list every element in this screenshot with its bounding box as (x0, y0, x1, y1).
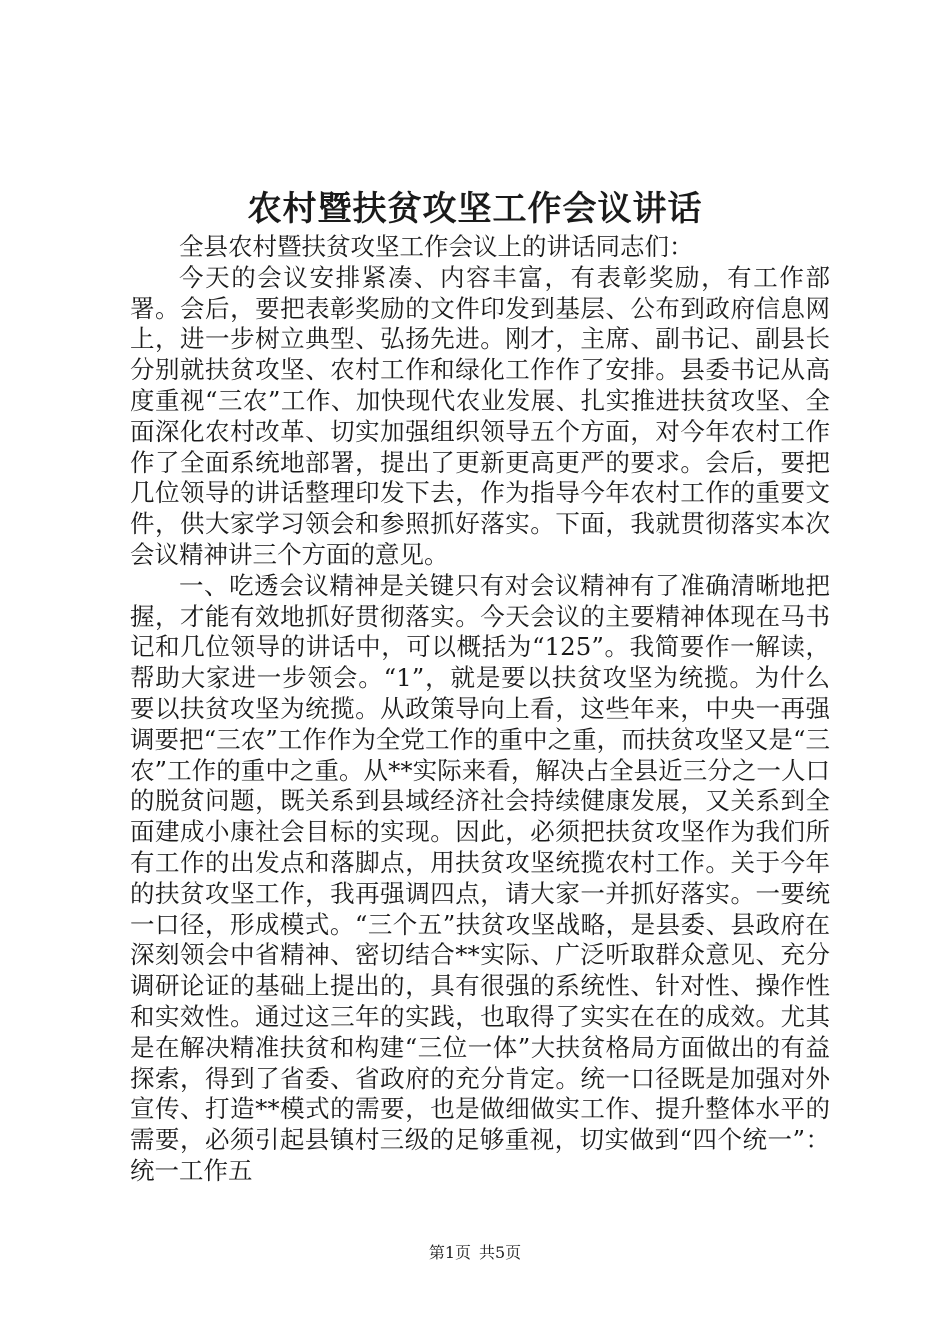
page-number: 第1页 (428, 1243, 471, 1262)
paragraph-section-one: 一、吃透会议精神是关键只有对会议精神有了准确清晰地把握，才能有效地抓好贯彻落实。今天会议的主要精神体现在马书记和几位领导的讲话中，可以概括为“125”。我简要作一解读，帮助大家进一步领会。“1”，就是要以扶贫攻坚为统揽。为什么要以扶贫攻坚为统揽。从政策导向上看，这些年来，中央一再强调要把“三农”工作作为全党工作的重中之重，而扶贫攻坚又是“三农”工作的重中之重。从**实际来看，解决占全县近三分之一人口的脱贫问题，既关系到县域经济社会持续健康发展，又关系到全面建成小康社会目标的实现。因此，必须把扶贫攻坚作为我们所有工作的出发点和落脚点，用扶贫攻坚统揽农村工作。关于今年的扶贫攻坚工作，我再强调四点，请大家一并抓好落实。一要统一口径，形成模式。“三个五”扶贫攻坚战略，是县委、县政府在深刻领会中省精神、密切结合**实际、广泛听取群众意见、充分调研论证的基础上提出的，具有很强的系统性、针对性、操作性和实效性。通过这三年的实践，也取得了实实在在的成效。尤其是在解决精准扶贫和构建“三位一体”大扶贫格局方面做出的有益探索，得到了省委、省政府的充分肯定。统一口径既是加强对外宣传、打造**模式的需要，也是做细做实工作、提升整体水平的需要，必须引起县镇村三级的足够重视，切实做到“四个统一”：统一工作五 (130, 570, 830, 1185)
document-body (130, 232, 830, 1187)
document-title: 农村暨扶贫攻坚工作会议讲话 (247, 189, 703, 229)
page-total: 共5页 (479, 1243, 522, 1262)
page-footer (0, 1242, 950, 1264)
paragraph-greeting: 全县农村暨扶贫攻坚工作会议上的讲话同志们： (179, 232, 694, 261)
paragraph-intro: 今天的会议安排紧凑、内容丰富，有表彰奖励，有工作部署。会后，要把表彰奖励的文件印发到基层、公布到政府信息网上，进一步树立典型、弘扬先进。刚才，主席、副书记、副县长分别就扶贫攻坚、农村工作和绿化工作作了安排。县委书记从高度重视“三农”工作、加快现代农业发展、扎实推进扶贫攻坚、全面深化农村改革、切实加强组织领导五个方面，对今年农村工作作了全面系统地部署，提出了更新更高更严的要求。会后，要把几位领导的讲话整理印发下去，作为指导今年农村工作的重要文件，供大家学习领会和参照抓好落实。下面，我就贯彻落实本次会议精神讲三个方面的意见。 (130, 262, 830, 569)
